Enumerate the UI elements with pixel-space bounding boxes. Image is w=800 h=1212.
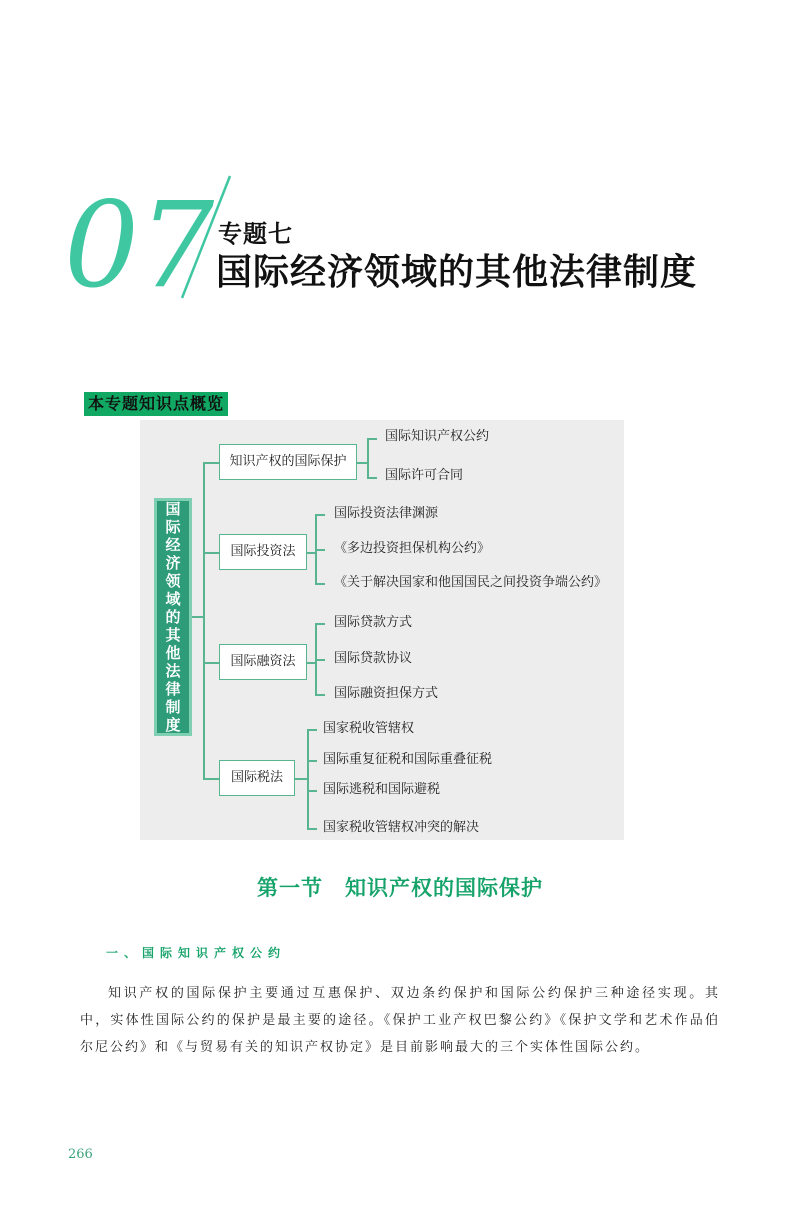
leaf-item: 《多边投资担保机构公约》 (334, 541, 491, 556)
branch-finance-law: 国际融资法 (219, 644, 307, 680)
section-title: 第一节 知识产权的国际保护 (257, 876, 543, 900)
connector-line (307, 729, 309, 829)
connector-line (203, 552, 219, 554)
root-char: 其 (165, 626, 181, 644)
leaf-item: 国际贷款协议 (334, 651, 413, 666)
root-char: 度 (165, 716, 181, 734)
connector-line (357, 462, 367, 464)
leaf-item: 国际贷款方式 (334, 615, 413, 630)
knowledge-mindmap (140, 420, 624, 840)
root-char: 法 (165, 662, 181, 680)
connector-line (203, 462, 219, 464)
body-paragraph: 知识产权的国际保护主要通过互惠保护、双边条约保护和国际公约保护三种途径实现。其中，实体性国际公约的保护是最主要的途径。《保护工业产权巴黎公约》《保护文学和艺术作品伯尔尼公约》和《与贸易有关的知识产权协定》是目前影响最大的三个实体性国际公约。 (80, 986, 720, 1055)
chapter-number-text: 07 (64, 176, 215, 314)
connector-line (315, 694, 325, 696)
chapter-title: 国际经济领域的其他法律制度 (216, 252, 698, 293)
leaf-item: 《关于解决国家和他国国民之间投资争端公约》 (334, 575, 608, 590)
leaf-item: 国际融资担保方式 (334, 686, 439, 701)
root-char: 济 (165, 554, 181, 572)
leaf-item: 国际重复征税和国际重叠征税 (323, 752, 493, 767)
connector-line (307, 828, 317, 830)
branch-investment-law: 国际投资法 (219, 534, 307, 570)
connector-line (307, 552, 315, 554)
leaf-item: 国际逃税和国际避税 (323, 782, 441, 797)
leaf-item: 国家税收管辖权冲突的解决 (323, 820, 480, 835)
connector-line (315, 549, 325, 551)
leaf-item: 国际许可合同 (385, 468, 464, 483)
connector-line (203, 778, 219, 780)
root-char: 律 (165, 680, 181, 698)
connector-line (307, 662, 315, 664)
connector-line (315, 659, 325, 661)
connector-line (315, 623, 325, 625)
connector-line (295, 778, 307, 780)
connector-line (367, 477, 377, 479)
connector-line (367, 438, 369, 478)
chapter-number-graphic (62, 148, 242, 318)
root-char: 制 (165, 698, 181, 716)
root-char: 他 (165, 644, 181, 662)
connector-line (367, 438, 377, 440)
root-char: 域 (165, 590, 181, 608)
chapter-kicker: 专题七 (218, 220, 293, 248)
connector-line (315, 583, 325, 585)
connector-line (307, 729, 317, 731)
overview-label: 本专题知识点概览 (84, 392, 228, 416)
branch-ip-protection: 知识产权的国际保护 (219, 444, 357, 480)
leaf-item: 国际知识产权公约 (385, 429, 490, 444)
subheading: 一、国际知识产权公约 (106, 946, 287, 960)
connector-line (315, 514, 325, 516)
page-number: 266 (68, 1147, 93, 1162)
connector-line (203, 662, 219, 664)
root-char: 际 (165, 518, 181, 536)
leaf-item: 国家税收管辖权 (323, 721, 415, 736)
connector-line (307, 790, 317, 792)
root-char: 的 (165, 608, 181, 626)
branch-tax-law: 国际税法 (219, 760, 295, 796)
root-char: 经 (165, 536, 181, 554)
root-char: 领 (165, 572, 181, 590)
connector-line (203, 462, 205, 778)
leaf-item: 国际投资法律渊源 (334, 506, 439, 521)
root-char: 国 (165, 500, 181, 518)
connector-line (307, 760, 317, 762)
mindmap-root (154, 498, 192, 736)
